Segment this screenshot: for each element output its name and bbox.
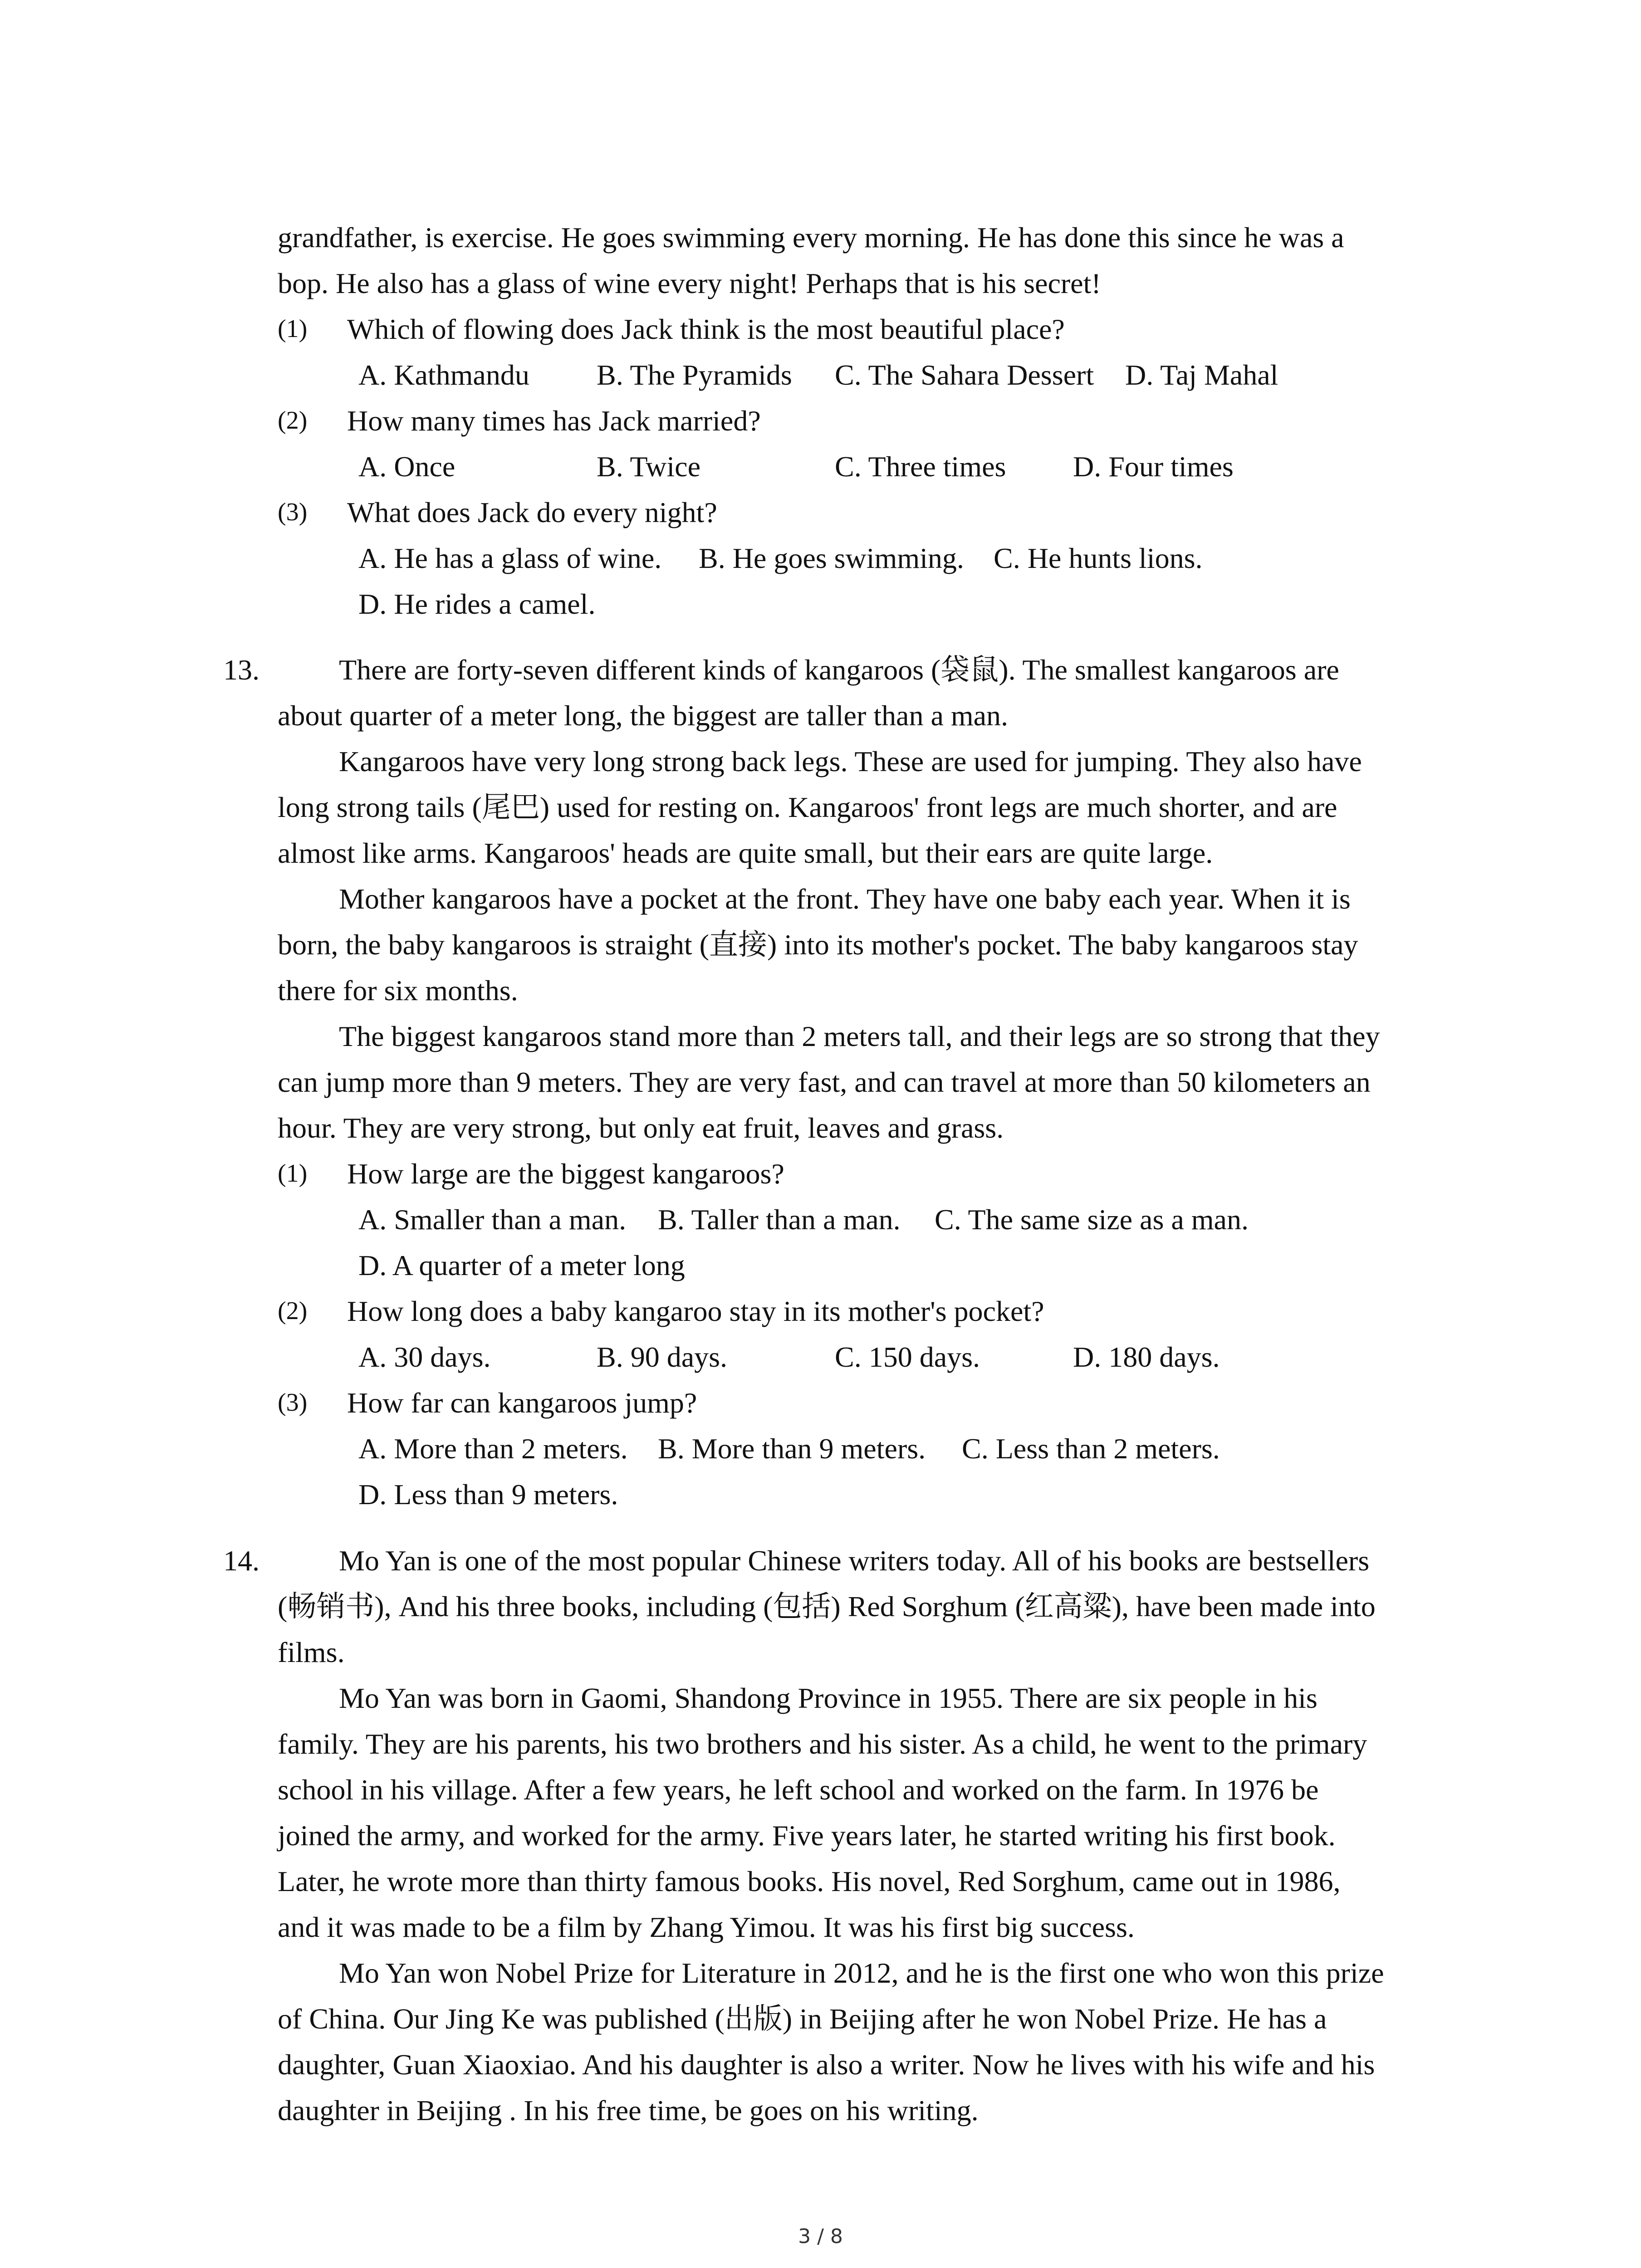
section-13 [0, 647, 1641, 1517]
options-row [0, 1471, 1641, 1517]
text-line: The biggest kangaroos stand more than 2 meters tall, and their legs are so strong that they [339, 1020, 1380, 1052]
text-line: there for six months. [278, 974, 518, 1007]
text-line: grandfather, is exercise. He goes swimming every morning. He has done this since he was a [278, 221, 1344, 254]
option-d[interactable]: D. A quarter of a meter long [358, 1249, 685, 1281]
option-b[interactable]: B. Taller than a man. [658, 1203, 901, 1236]
question-number: (1) [278, 315, 308, 343]
section-number: 14. [223, 1545, 260, 1577]
option-c[interactable]: C. 150 days. [835, 1341, 980, 1373]
options-row [0, 1242, 1641, 1288]
text-line: about quarter of a meter long, the biggest are taller than a man. [278, 699, 1009, 732]
option-d[interactable]: D. Taj Mahal [1125, 359, 1279, 391]
option-c[interactable]: C. The same size as a man. [935, 1203, 1249, 1236]
text-line: born, the baby kangaroos is straight (直接) into its mother's pocket. The baby kangaroos stay [278, 929, 1358, 961]
question-number: (3) [278, 498, 308, 526]
options-row [0, 1334, 1641, 1380]
text-line: (畅销书), And his three books, including (包括) Red Sorghum (红高粱), have been made into [278, 1590, 1376, 1623]
option-c[interactable]: C. Less than 2 meters. [962, 1432, 1220, 1465]
question-text: How long does a baby kangaroo stay in its mother's pocket? [347, 1295, 1044, 1327]
question-number: (2) [278, 406, 308, 435]
options-row [0, 352, 1641, 398]
question-text: How large are the biggest kangaroos? [347, 1158, 784, 1190]
question-text: How many times has Jack married? [347, 405, 761, 437]
question-stem [0, 1151, 1641, 1197]
options-row [0, 444, 1641, 489]
text-line: bop. He also has a glass of wine every night! Perhaps that is his secret! [278, 267, 1101, 299]
question-stem [0, 398, 1641, 444]
question-stem [0, 306, 1641, 352]
section-number: 13. [223, 654, 260, 686]
text-line: of China. Our Jing Ke was published (出版) in Beijing after he won Nobel Prize. He has a [278, 2003, 1327, 2035]
option-b[interactable]: B. The Pyramids [597, 359, 792, 391]
option-a[interactable]: A. He has a glass of wine. [358, 542, 662, 574]
question-stem [0, 1380, 1641, 1426]
text-line: almost like arms. Kangaroos' heads are quite small, but their ears are quite large. [278, 837, 1213, 869]
text-line: and it was made to be a film by Zhang Yimou. It was his first big success. [278, 1911, 1135, 1943]
text-line: Mother kangaroos have a pocket at the front. They have one baby each year. When it is [339, 883, 1351, 915]
question-text: Which of flowing does Jack think is the most beautiful place? [347, 313, 1065, 345]
text-line [0, 647, 1641, 693]
options-row [0, 535, 1641, 581]
question-text: What does Jack do every night? [347, 496, 717, 528]
text-line: joined the army, and worked for the army. Five years later, he started writing his first book. [278, 1819, 1336, 1852]
option-b[interactable]: B. Twice [597, 450, 700, 483]
text-line-content: Mo Yan is one of the most popular Chinese writers today. All of his books are bestsellers [339, 1545, 1370, 1577]
option-b[interactable]: B. 90 days. [597, 1341, 727, 1373]
options-row [0, 581, 1641, 627]
question-stem [0, 489, 1641, 535]
text-line: films. [278, 1636, 345, 1668]
option-b[interactable]: B. He goes swimming. [699, 542, 964, 574]
text-line: can jump more than 9 meters. They are very fast, and can travel at more than 50 kilometers an [278, 1066, 1371, 1098]
option-c[interactable]: C. The Sahara Dessert [835, 359, 1094, 391]
option-a[interactable]: A. Once [358, 450, 456, 483]
section-12 [0, 215, 1641, 627]
text-line: Later, he wrote more than thirty famous books. His novel, Red Sorghum, came out in 1986, [278, 1865, 1341, 1897]
option-c[interactable]: C. He hunts lions. [994, 542, 1203, 574]
text-line: Kangaroos have very long strong back legs. These are used for jumping. They also have [339, 745, 1362, 777]
option-d[interactable]: D. Four times [1073, 450, 1234, 483]
section-14 [0, 1538, 1641, 2133]
text-line: daughter in Beijing . In his free time, be goes on his writing. [278, 2094, 979, 2126]
option-d[interactable]: D. Less than 9 meters. [358, 1478, 618, 1510]
page-number: 3 / 8 [798, 2225, 843, 2248]
options-row [0, 1197, 1641, 1242]
text-line: family. They are his parents, his two brothers and his sister. As a child, he went to the primary [278, 1728, 1367, 1760]
text-line: hour. They are very strong, but only eat fruit, leaves and grass. [278, 1112, 1004, 1144]
option-a[interactable]: A. More than 2 meters. [358, 1432, 628, 1465]
question-stem [0, 1288, 1641, 1334]
text-line-content: There are forty-seven different kinds of kangaroos (袋鼠). The smallest kangaroos are [339, 654, 1339, 686]
option-a[interactable]: A. Kathmandu [358, 359, 529, 391]
question-number: (1) [278, 1159, 308, 1188]
text-line: Mo Yan was born in Gaomi, Shandong Province in 1955. There are six people in his [339, 1682, 1318, 1714]
text-line: daughter, Guan Xiaoxiao. And his daughter is also a writer. Now he lives with his wife and his [278, 2048, 1375, 2081]
question-number: (2) [278, 1297, 308, 1325]
option-b[interactable]: B. More than 9 meters. [658, 1432, 926, 1465]
option-d[interactable]: D. 180 days. [1073, 1341, 1220, 1373]
option-a[interactable]: A. 30 days. [358, 1341, 491, 1373]
option-d[interactable]: D. He rides a camel. [358, 588, 596, 620]
options-row [0, 1426, 1641, 1471]
text-line: long strong tails (尾巴) used for resting on. Kangaroos' front legs are much shorter, and are [278, 791, 1337, 823]
question-text: How far can kangaroos jump? [347, 1387, 697, 1419]
option-c[interactable]: C. Three times [835, 450, 1006, 483]
question-number: (3) [278, 1388, 308, 1417]
text-line [0, 1538, 1641, 1584]
option-a[interactable]: A. Smaller than a man. [358, 1203, 627, 1236]
text-line: Mo Yan won Nobel Prize for Literature in 2012, and he is the first one who won this prize [339, 1957, 1384, 1989]
text-line: school in his village. After a few years, he left school and worked on the farm. In 1976 be [278, 1774, 1319, 1806]
